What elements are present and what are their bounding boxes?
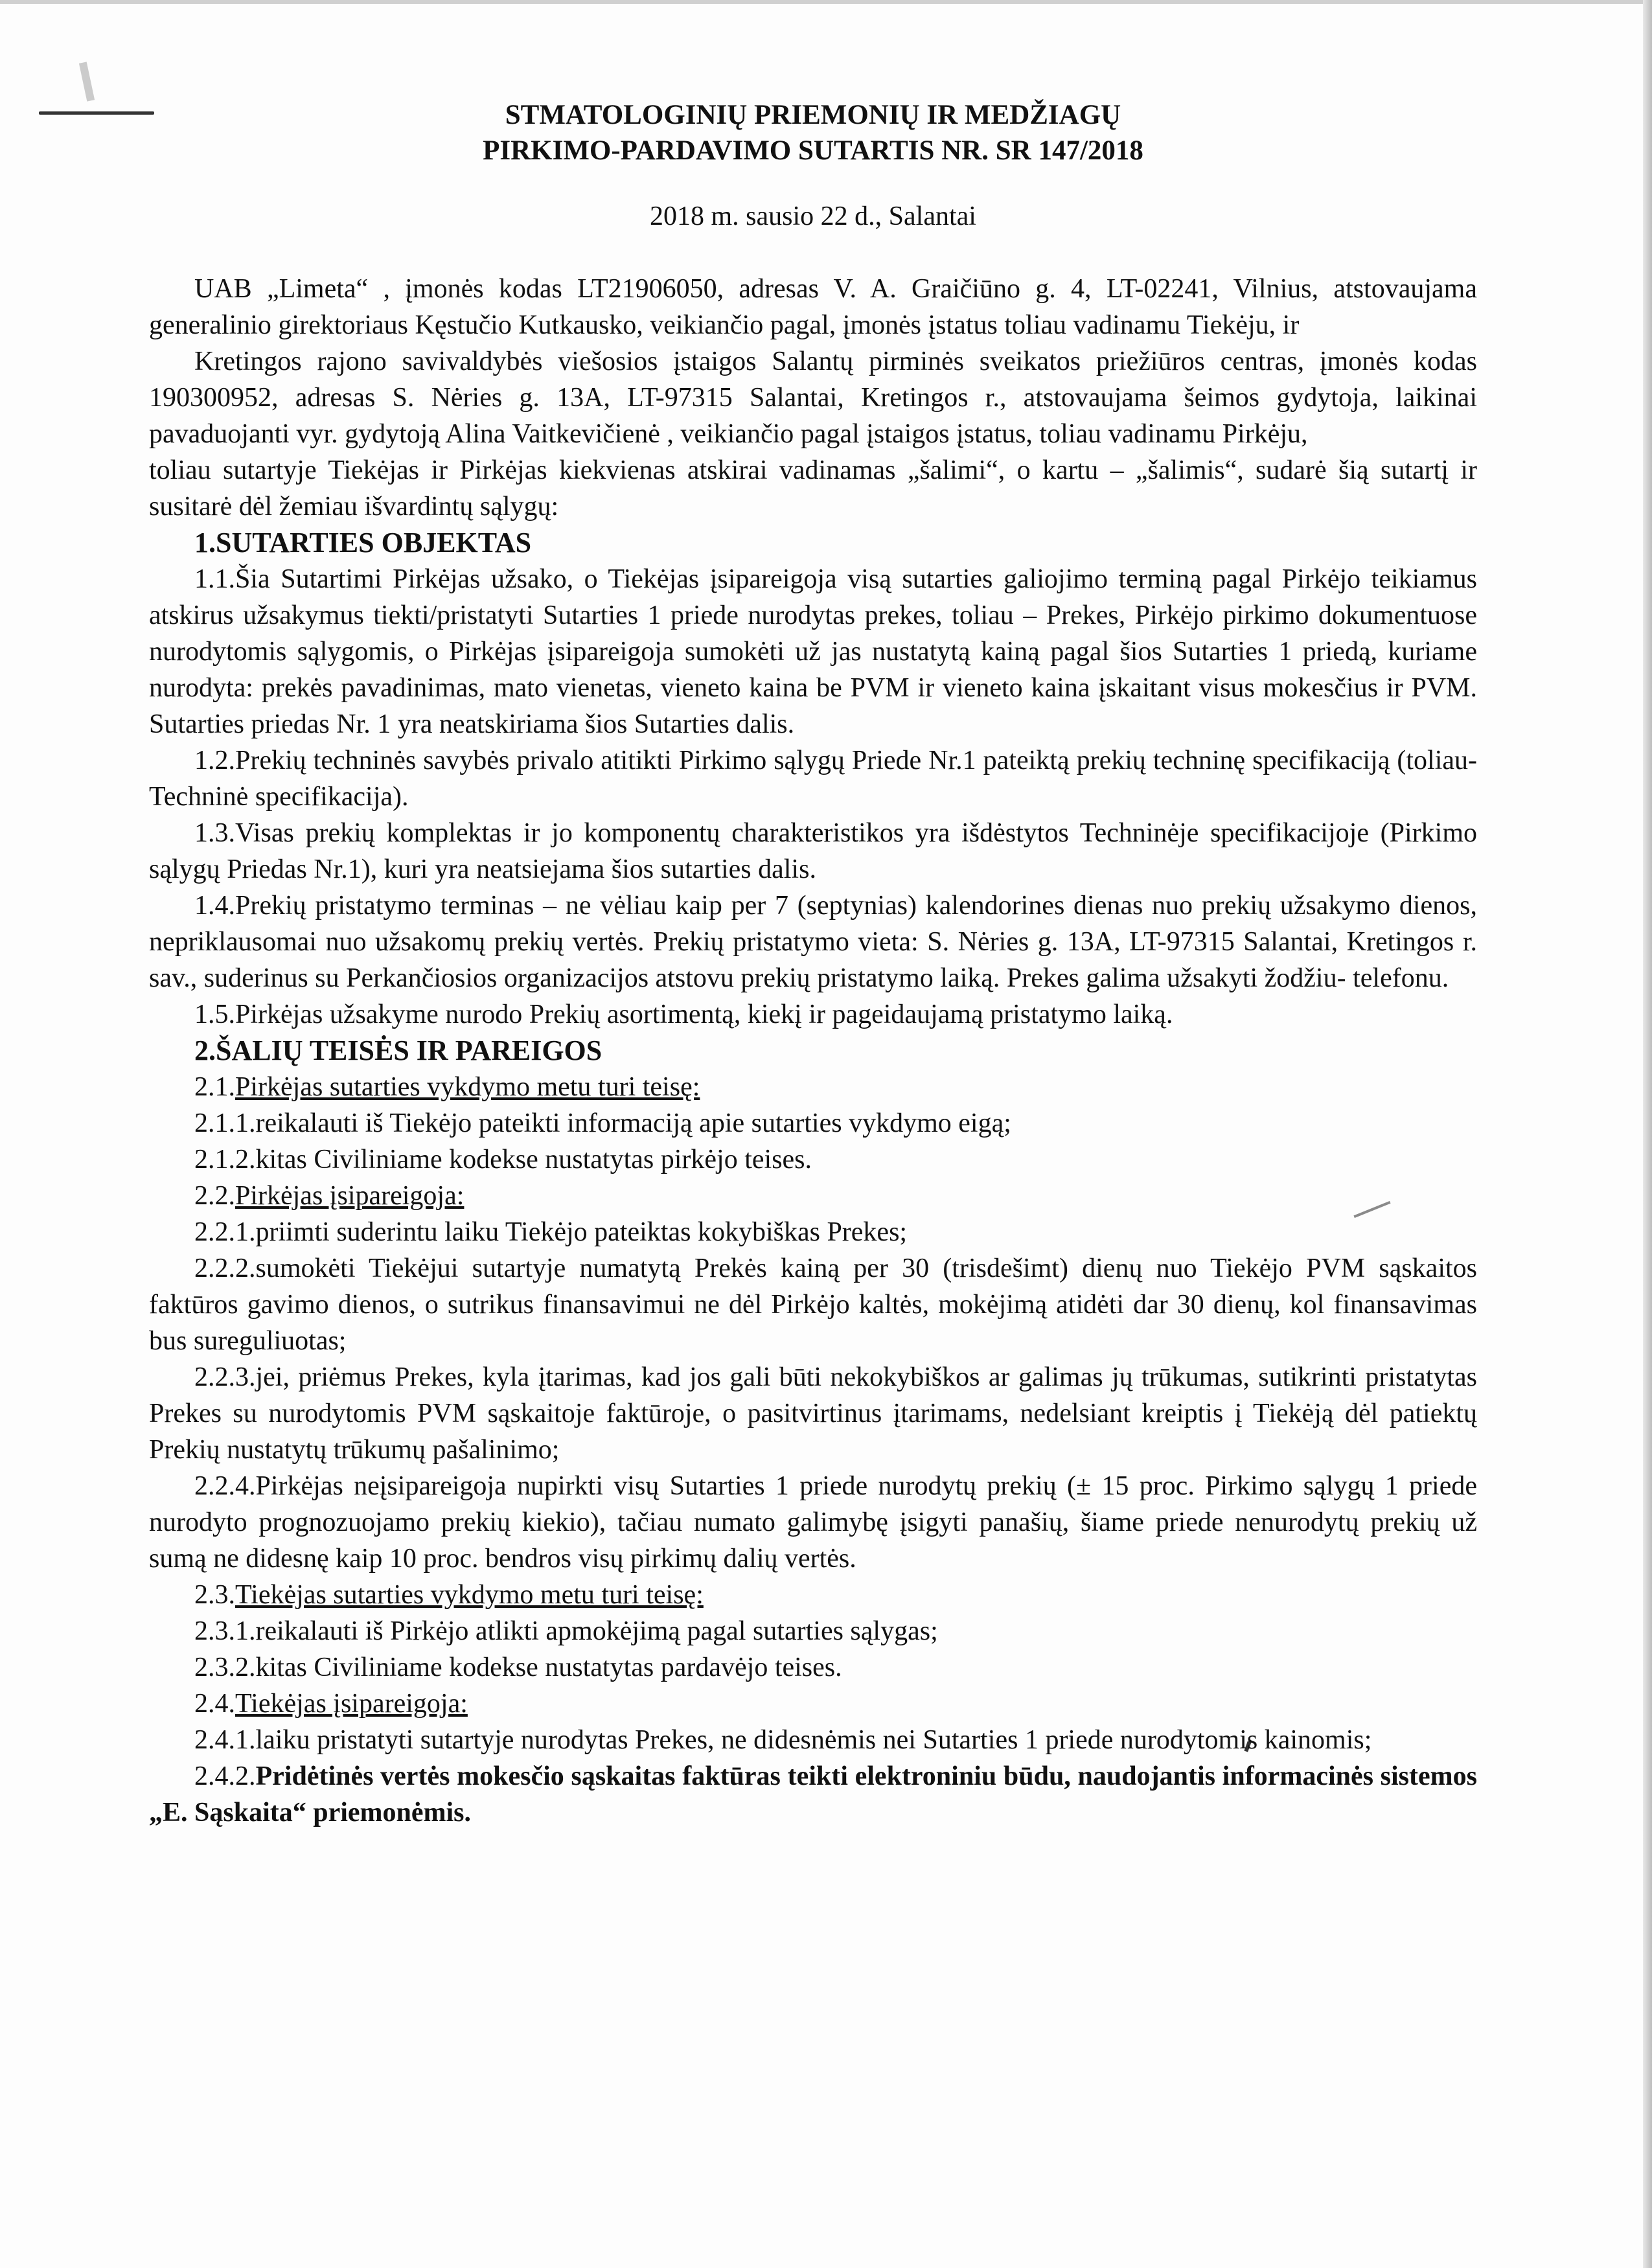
scan-edge-top <box>0 0 1652 4</box>
clause-1-4: 1.4.Prekių pristatymo terminas – ne vėliau kaip per 7 (septynias) kalendorines dienas nuo prekių užsakymo dienos, nepriklausomai nuo užsakomų prekių vertės. Prekių pristatymo vieta: S. Nėries g. 13A, LT-97315 Salantai, Kretingos r. sav., suderinus su Perkančiosios organizacijos atstovu prekių pristatymo laiką. Prekes galima užsakyti žodžiu- telefonu. <box>149 891 1477 993</box>
clause-1-5: 1.5.Pirkėjas užsakyme nurodo Prekių asortimentą, kiekį ir pageidaujamą pristatymo laiką. <box>194 1000 1173 1029</box>
scan-mark-line <box>39 111 154 115</box>
date-place: 2018 m. sausio 22 d., Salantai <box>650 201 976 231</box>
clause-2-2-3: 2.2.3.jei, priėmus Prekes, kyla įtarimas, kad jos gali būti nekokybiškos ar galimas jų trūkumas, sutikrinti pristatytas Prekes su nurodytomis PVM sąskaitoje faktūroje, o pasitvirtinus įtarimams, nedelsiant kreiptis į Tiekėją dėl patiektų Prekių nustatytų trūkumų pašalinimo; <box>149 1362 1477 1465</box>
clause-2-4-title: Tiekėjas įsipareigoja: <box>235 1689 468 1719</box>
clause-2-2 <box>149 1178 1477 1214</box>
title-line-1: STMATOLOGINIŲ PRIEMONIŲ IR MEDŽIAGŲ <box>505 100 1121 130</box>
clause-2-2-4: 2.2.4.Pirkėjas neįsipareigoja nupirkti visų Sutarties 1 priede nurodytų prekių (± 15 proc. Pirkimo sąlygų 1 priede nurodyto prognozuojamo prekių kiekio), tačiau numato galimybę įsigyti panašių, šiame priede nenurodytų prekių už sumą ne didesnę kaip 10 proc. bendros visų pirkimų dalių vertės. <box>149 1471 1477 1574</box>
clause-2-1-1: 2.1.1.reikalauti iš Tiekėjo pateikti informaciją apie sutarties vykdymo eigą; <box>194 1108 1011 1138</box>
clause-2-4 <box>149 1686 1477 1722</box>
clause-2-1-number: 2.1. <box>194 1072 235 1102</box>
clause-2-4-2-number: 2.4.2. <box>194 1761 256 1791</box>
clause-2-3-2: 2.3.2.kitas Civiliniame kodekse nustatytas pardavėjo teises. <box>194 1653 842 1682</box>
clause-2-4-2-text: Pridėtinės vertės mokesčio sąskaitas faktūras teikti elektroniniu būdu, naudojantis informacinės sistemos „E. Sąskaita“ priemonėmis. <box>149 1761 1477 1827</box>
section-1-heading: 1.SUTARTIES OBJEKTAS <box>194 527 532 558</box>
scan-edge-right <box>1643 0 1652 2268</box>
clause-2-3 <box>149 1577 1477 1613</box>
parties-conclusion: toliau sutartyje Tiekėjas ir Pirkėjas kiekvienas atskirai vadinamas „šalimi“, o kartu – „šalimis“, sudarė šią sutartį ir susitarė dėl žemiau išvardintų sąlygų: <box>149 455 1477 521</box>
clause-2-4-number: 2.4. <box>194 1689 235 1719</box>
clause-2-1 <box>149 1069 1477 1105</box>
clause-2-3-title: Tiekėjas sutarties vykdymo metu turi teisę: <box>235 1580 704 1610</box>
clause-2-4-1: 2.4.1.laiku pristatyti sutartyje nurodytas Prekes, ne didesnėmis nei Sutarties 1 priede nurodytomis kainomis; <box>194 1725 1372 1755</box>
party-supplier: UAB „Limeta“ , įmonės kodas LT21906050, adresas V. A. Graičiūno g. 4, LT-02241, Vilnius, atstovaujama generalinio girektoriaus Kęstučio Kutkausko, veikiančio pagal, įmonės įstatus toliau vadinamu Tiekėju, ir <box>149 274 1477 340</box>
clause-2-4-2 <box>149 1758 1477 1831</box>
clause-1-3: 1.3.Visas prekių komplektas ir jo komponentų charakteristikos yra išdėstytos Techninėje specifikacijoje (Pirkimo sąlygų Priedas Nr.1), kuri yra neatsiejama šios sutarties dalis. <box>149 818 1477 884</box>
party-buyer: Kretingos rajono savivaldybės viešosios įstaigos Salantų pirminės sveikatos priežiūros centras, įmonės kodas 190300952, adresas S. Nėries g. 13A, LT-97315 Salantai, Kretingos r., atstovaujama šeimos gydytoja, laikinai pavaduojanti vyr. gydytoją Alina Vaitkevičienė , veikiančio pagal įstaigos įstatus, toliau vadinamu Pirkėju, <box>149 347 1477 449</box>
clause-2-1-2: 2.1.2.kitas Civiliniame kodekse nustatytas pirkėjo teises. <box>194 1145 812 1174</box>
clause-2-1-title: Pirkėjas sutarties vykdymo metu turi teisę: <box>235 1072 700 1102</box>
clause-2-2-number: 2.2. <box>194 1181 235 1211</box>
contract-body <box>149 97 1477 1831</box>
clause-2-2-title: Pirkėjas įsipareigoja: <box>235 1181 465 1211</box>
clause-1-1: 1.1.Šia Sutartimi Pirkėjas užsako, o Tiekėjas įsipareigoja visą sutarties galiojimo terminą pagal Pirkėjo teikiamus atskirus užsakymus tiekti/pristatyti Sutarties 1 priede nurodytas prekes, toliau – Prekes, Pirkėjo pirkimo dokumentuose nurodytomis sąlygomis, o Pirkėjas įsipareigoja sumokėti už jas nustatytą kainą pagal šios Sutarties 1 priedą, kuriame nurodyta: prekės pavadinimas, mato vienetas, vieneto kaina be PVM ir vieneto kaina įskaitant visus mokesčius ir PVM. Sutarties priedas Nr. 1 yra neatskiriama šios Sutarties dalis. <box>149 564 1477 739</box>
clause-2-2-2: 2.2.2.sumokėti Tiekėjui sutartyje numatytą Prekės kainą per 30 (trisdešimt) dienų nuo Tiekėjo PVM sąskaitos faktūros gavimo dienos, o sutrikus finansavimui ne dėl Pirkėjo kaltės, mokėjimą atidėti dar 30 dienų, kol finansavimas bus sureguliuotas; <box>149 1254 1477 1356</box>
section-2-heading: 2.ŠALIŲ TEISĖS IR PAREIGOS <box>194 1035 602 1066</box>
scan-mark-stroke <box>79 62 95 101</box>
clause-2-3-1: 2.3.1.reikalauti iš Pirkėjo atlikti apmokėjimą pagal sutarties sąlygas; <box>194 1616 938 1646</box>
clause-1-2: 1.2.Prekių techninės savybės privalo atitikti Pirkimo sąlygų Priede Nr.1 pateiktą prekių techninę specifikaciją (toliau- Techninė specifikacija). <box>149 746 1477 812</box>
clause-2-3-number: 2.3. <box>194 1580 235 1610</box>
title-line-2: PIRKIMO-PARDAVIMO SUTARTIS NR. SR 147/2018 <box>483 135 1143 166</box>
clause-2-2-1: 2.2.1.priimti suderintu laiku Tiekėjo pateiktas kokybiškas Prekes; <box>194 1217 908 1247</box>
